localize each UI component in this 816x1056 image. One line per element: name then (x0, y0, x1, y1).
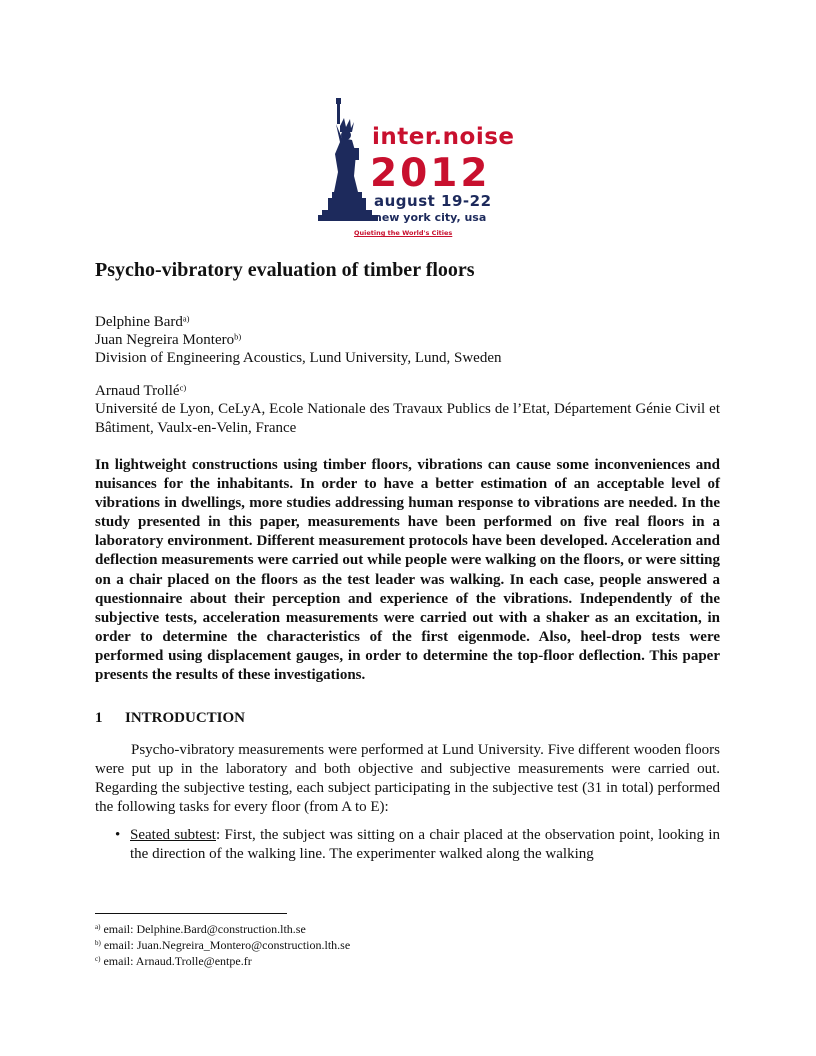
section-title: INTRODUCTION (125, 710, 246, 726)
footnote-c-mark: c) (95, 955, 101, 964)
footnote-b (95, 938, 350, 952)
author-3-name: Arnaud Trollé (95, 383, 180, 399)
footnote-b-mark: b) (95, 939, 101, 948)
footnote-a (95, 922, 306, 936)
intro-paragraph: Psycho-vibratory measurements were performed at Lund University. Five different wooden floors were put up in the laboratory and both objective and subjective measurements were carried out. Regarding the subjective testing, each subject participating in the subjective test (31 in total) performed the following tasks for every floor (from A to E): (95, 742, 720, 815)
logo-year: 2012 (370, 151, 491, 196)
bullet-text: : First, the subject was sitting on a chair placed at the observation point, looking in the direction of the walking line. The experimenter walked along the walking (130, 827, 720, 862)
author-2-mark: b) (234, 331, 242, 342)
paper-title: Psycho-vibratory evaluation of timber floors (95, 259, 475, 281)
author-3-mark: c) (179, 382, 187, 393)
conference-logo (318, 98, 515, 240)
list-item (130, 826, 720, 864)
logo-tagline: Quieting the World's Cities (354, 229, 453, 237)
author-2-name: Juan Negreira Montero (95, 332, 235, 348)
affiliation-1: Division of Engineering Acoustics, Lund University, Lund, Sweden (95, 350, 502, 366)
section-heading (95, 710, 245, 727)
footnote-a-mark: a) (95, 923, 101, 932)
footnote-c (95, 954, 252, 968)
logo-location: new york city, usa (374, 211, 487, 224)
logo-line-1: inter.noise (372, 124, 515, 150)
footnote-a-text: email: Delphine.Bard@construction.lth.se (100, 922, 306, 936)
author-1-mark: a) (182, 313, 190, 324)
author-1 (95, 313, 190, 331)
bullet-icon: • (115, 827, 121, 843)
bullet-label: Seated subtest (130, 827, 216, 843)
author-2 (95, 331, 241, 349)
footnote-c-text: email: Arnaud.Trolle@entpe.fr (100, 954, 252, 968)
footnote-b-text: email: Juan.Negreira_Montero@construction.lth.se (100, 938, 351, 952)
abstract: In lightweight constructions using timber floors, vibrations can cause some inconveniences and nuisances for the inhabitants. In order to have a better estimation of an acceptable level of vibrations in dwellings, more studies addressing human response to vibrations are needed. In the study presented in this paper, measurements have been performed on five real floors in a laboratory environment. Different measurement protocols have been developed. Acceleration and deflection measurements were carried out while people were walking on the floors, or were sitting on a chair placed on the floors as the test leader was walking. In each case, people answered a questionnaire about their perception and experience of the vibrations. Independently of the subjective tests, acceleration measurements were carried out with a shaker as an excitation, in order to determine the characteristics of the first eigenmode. Also, heel-drop tests were performed using displacement gauges, in order to determine the top-floor deflection. This paper presents the results of these investigations. (95, 457, 720, 684)
affiliation-2: Université de Lyon, CeLyA, Ecole Nationale des Travaux Publics de l’Etat, Département Génie Civil et Bâtiment, Vaulx-en-Velin, France (95, 401, 720, 436)
author-3 (95, 382, 186, 400)
author-1-name: Delphine Bard (95, 314, 183, 330)
section-number: 1 (95, 710, 103, 726)
footnote-divider (95, 913, 287, 914)
logo-dates: august 19-22 (374, 192, 492, 210)
